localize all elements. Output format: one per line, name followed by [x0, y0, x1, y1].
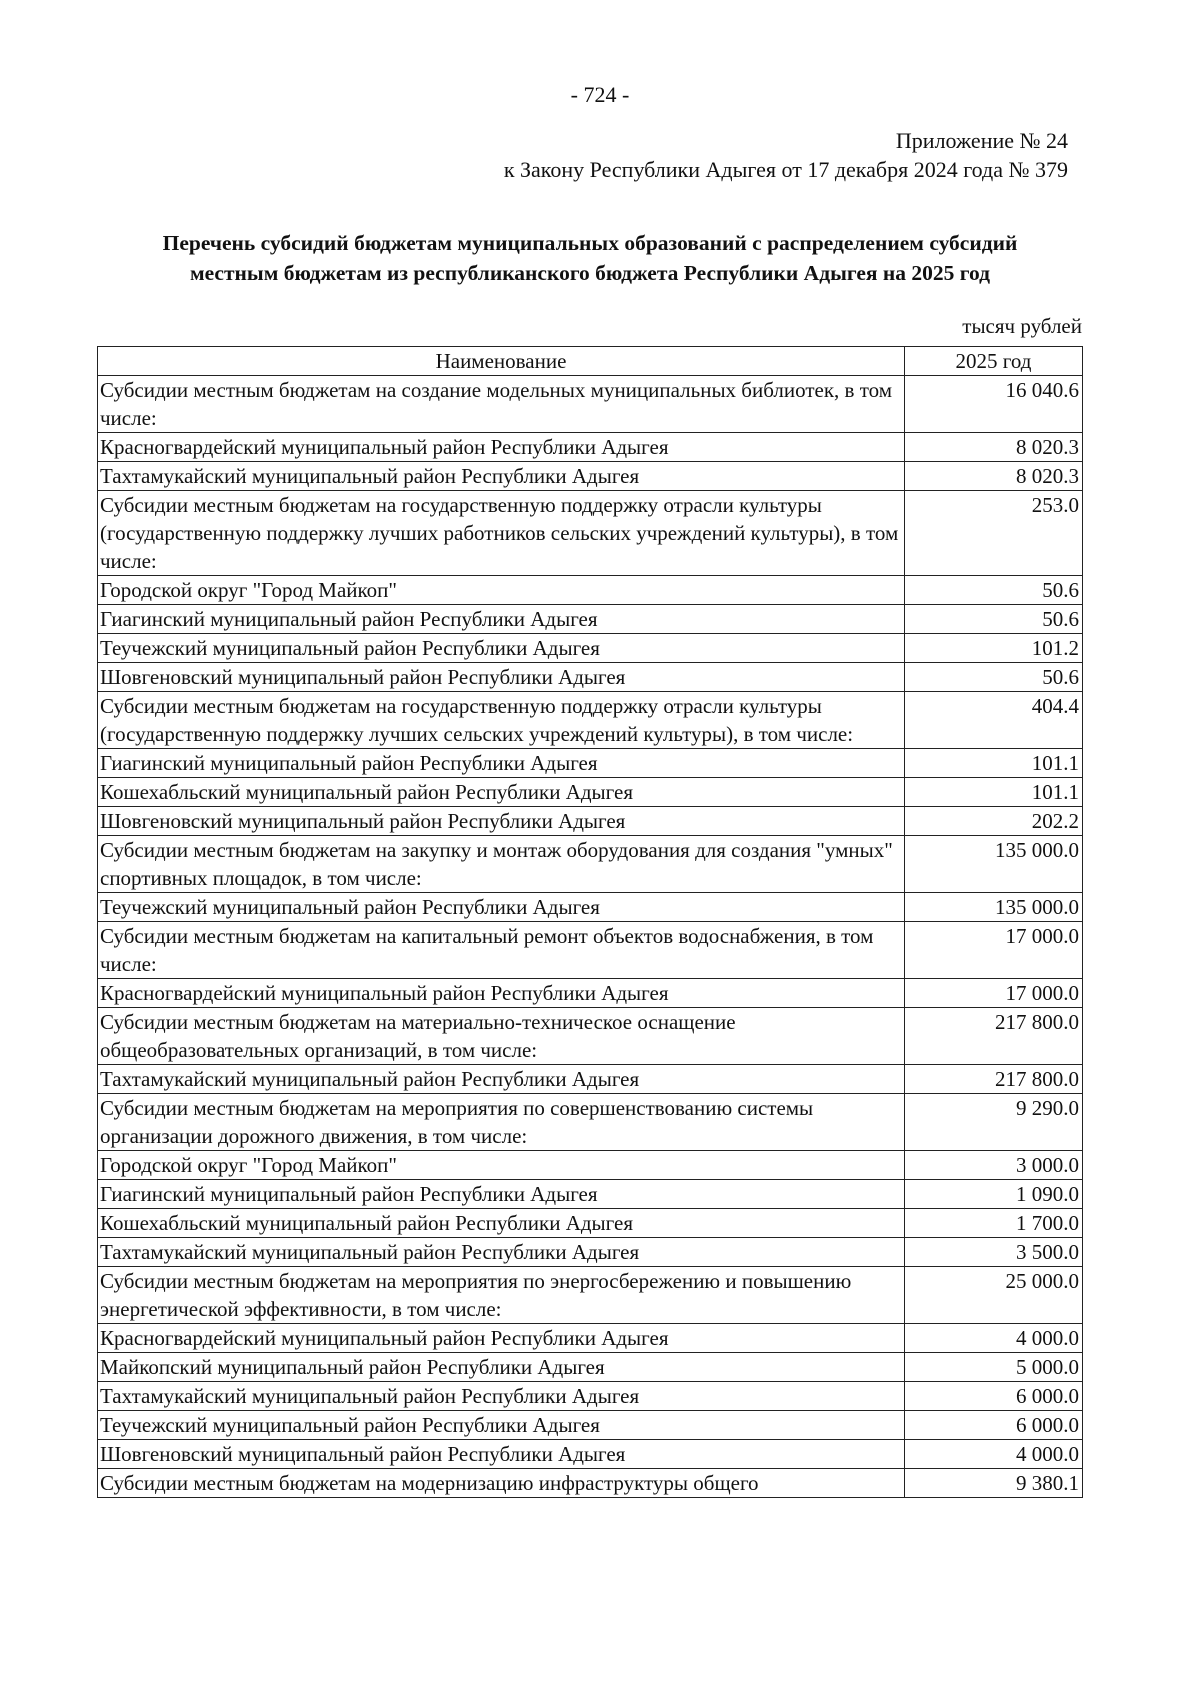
row-value: 101.2 — [905, 634, 1083, 663]
table-row — [98, 376, 1083, 433]
row-name: Субсидии местным бюджетам на государственную поддержку отрасли культуры (государственную поддержку лучших сельских учреждений культуры), в том числе: — [98, 692, 905, 749]
row-value: 8 020.3 — [905, 462, 1083, 491]
row-name: Городской округ "Город Майкоп" — [98, 1151, 905, 1180]
title-line-2: местным бюджетам из республиканского бюджета Республики Адыгея на 2025 год — [189, 261, 991, 285]
row-name: Кошехабльский муниципальный район Республики Адыгея — [98, 1209, 905, 1238]
table-row — [98, 605, 1083, 634]
row-value: 101.1 — [905, 778, 1083, 807]
row-name: Субсидии местным бюджетам на капитальный ремонт объектов водоснабжения, в том числе: — [98, 922, 905, 979]
row-name: Гиагинский муниципальный район Республики Адыгея — [98, 749, 905, 778]
table-row — [98, 1382, 1083, 1411]
document-title — [90, 228, 1090, 288]
row-value: 202.2 — [905, 807, 1083, 836]
table-row — [98, 749, 1083, 778]
units-label: тысяч рублей — [962, 314, 1082, 338]
row-name: Шовгеновский муниципальный район Республики Адыгея — [98, 663, 905, 692]
table-row — [98, 433, 1083, 462]
row-name: Красногвардейский муниципальный район Республики Адыгея — [98, 433, 905, 462]
table-row — [98, 1324, 1083, 1353]
subsidies-table — [97, 346, 1083, 1498]
row-value: 3 500.0 — [905, 1238, 1083, 1267]
row-value: 6 000.0 — [905, 1382, 1083, 1411]
row-value: 8 020.3 — [905, 433, 1083, 462]
row-value: 135 000.0 — [905, 893, 1083, 922]
row-name: Тахтамукайский муниципальный район Республики Адыгея — [98, 1065, 905, 1094]
table-row — [98, 663, 1083, 692]
table-row — [98, 634, 1083, 663]
row-name: Теучежский муниципальный район Республики Адыгея — [98, 893, 905, 922]
row-value: 6 000.0 — [905, 1411, 1083, 1440]
table-row — [98, 979, 1083, 1008]
row-name: Тахтамукайский муниципальный район Республики Адыгея — [98, 1238, 905, 1267]
table-row — [98, 1151, 1083, 1180]
row-value: 404.4 — [905, 692, 1083, 749]
row-name: Красногвардейский муниципальный район Республики Адыгея — [98, 979, 905, 1008]
row-value: 16 040.6 — [905, 376, 1083, 433]
row-value: 1 090.0 — [905, 1180, 1083, 1209]
row-name: Субсидии местным бюджетам на создание модельных муниципальных библиотек, в том числе: — [98, 376, 905, 433]
table-row — [98, 1094, 1083, 1151]
row-name: Майкопский муниципальный район Республики Адыгея — [98, 1353, 905, 1382]
row-name: Субсидии местным бюджетам на государственную поддержку отрасли культуры (государственную поддержку лучших работников сельских учреждений культуры), в том числе: — [98, 491, 905, 576]
row-value: 50.6 — [905, 605, 1083, 634]
row-name: Гиагинский муниципальный район Республики Адыгея — [98, 605, 905, 634]
table-row — [98, 1267, 1083, 1324]
row-name: Субсидии местным бюджетам на мероприятия по совершенствованию системы организации дорожного движения, в том числе: — [98, 1094, 905, 1151]
page-number: - 724 - — [570, 82, 630, 107]
row-value: 5 000.0 — [905, 1353, 1083, 1382]
table-row — [98, 491, 1083, 576]
row-value: 25 000.0 — [905, 1267, 1083, 1324]
row-value: 101.1 — [905, 749, 1083, 778]
row-value: 217 800.0 — [905, 1065, 1083, 1094]
table-header-row — [98, 347, 1083, 376]
row-value: 135 000.0 — [905, 836, 1083, 893]
title-line-1: Перечень субсидий бюджетам муниципальных образований с распределением субсидий — [162, 231, 1018, 255]
row-value: 9 380.1 — [905, 1469, 1083, 1498]
header-year: 2025 год — [905, 347, 1083, 376]
table-row — [98, 1469, 1083, 1498]
row-name: Гиагинский муниципальный район Республики Адыгея — [98, 1180, 905, 1209]
row-name: Городской округ "Город Майкоп" — [98, 576, 905, 605]
table-row — [98, 1065, 1083, 1094]
row-value: 4 000.0 — [905, 1324, 1083, 1353]
row-value: 4 000.0 — [905, 1440, 1083, 1469]
row-name: Тахтамукайский муниципальный район Республики Адыгея — [98, 462, 905, 491]
table-row — [98, 576, 1083, 605]
row-name: Субсидии местным бюджетам на материально-техническое оснащение общеобразовательных организаций, в том числе: — [98, 1008, 905, 1065]
table-row — [98, 836, 1083, 893]
table-row — [98, 1180, 1083, 1209]
row-name: Субсидии местным бюджетам на мероприятия по энергосбережению и повышению энергетической эффективности, в том числе: — [98, 1267, 905, 1324]
table-row — [98, 462, 1083, 491]
row-name: Шовгеновский муниципальный район Республики Адыгея — [98, 807, 905, 836]
row-value: 17 000.0 — [905, 979, 1083, 1008]
table-row — [98, 1008, 1083, 1065]
row-value: 3 000.0 — [905, 1151, 1083, 1180]
header-name: Наименование — [98, 347, 905, 376]
table-row — [98, 1440, 1083, 1469]
appendix-number: Приложение № 24 — [895, 128, 1068, 153]
table-row — [98, 1238, 1083, 1267]
row-name: Кошехабльский муниципальный район Республики Адыгея — [98, 778, 905, 807]
row-value: 253.0 — [905, 491, 1083, 576]
table-body — [98, 376, 1083, 1498]
row-value: 50.6 — [905, 663, 1083, 692]
row-name: Шовгеновский муниципальный район Республики Адыгея — [98, 1440, 905, 1469]
table-row — [98, 692, 1083, 749]
row-name: Теучежский муниципальный район Республики Адыгея — [98, 634, 905, 663]
table-row — [98, 922, 1083, 979]
row-value: 217 800.0 — [905, 1008, 1083, 1065]
table-row — [98, 807, 1083, 836]
appendix-law-reference: к Закону Республики Адыгея от 17 декабря 2024 года № 379 — [503, 157, 1068, 182]
row-value: 9 290.0 — [905, 1094, 1083, 1151]
row-name: Субсидии местным бюджетам на модернизацию инфраструктуры общего — [98, 1469, 905, 1498]
row-name: Субсидии местным бюджетам на закупку и монтаж оборудования для создания "умных" спортивных площадок, в том числе: — [98, 836, 905, 893]
table-row — [98, 893, 1083, 922]
row-value: 17 000.0 — [905, 922, 1083, 979]
row-value: 1 700.0 — [905, 1209, 1083, 1238]
table-row — [98, 1353, 1083, 1382]
table-row — [98, 778, 1083, 807]
table-row — [98, 1411, 1083, 1440]
row-name: Тахтамукайский муниципальный район Республики Адыгея — [98, 1382, 905, 1411]
row-name: Красногвардейский муниципальный район Республики Адыгея — [98, 1324, 905, 1353]
table-row — [98, 1209, 1083, 1238]
row-name: Теучежский муниципальный район Республики Адыгея — [98, 1411, 905, 1440]
row-value: 50.6 — [905, 576, 1083, 605]
